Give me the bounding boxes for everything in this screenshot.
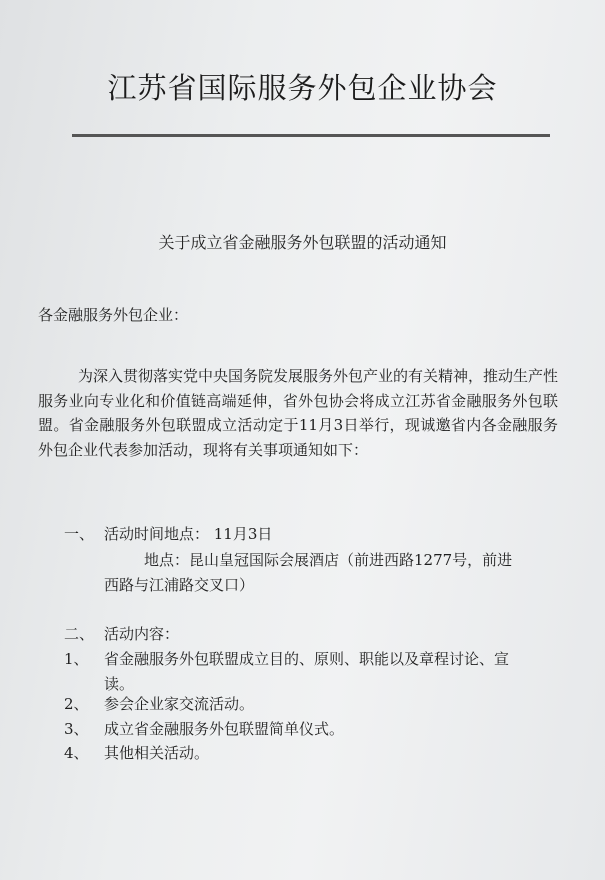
organization-letterhead-title: 江苏省国际服务外包企业协会	[107, 71, 498, 105]
item-3-number: 3、	[64, 720, 89, 738]
item-3-text: 成立省金融服务外包联盟简单仪式。	[104, 720, 345, 738]
item-1-text: 省金融服务外包联盟成立目的、原则、职能以及章程讨论、宣	[104, 650, 510, 668]
salutation: 各金融服务外包企业：	[38, 306, 189, 324]
notice-title: 关于成立省金融服务外包联盟的活动通知	[158, 233, 447, 252]
section-1-number: 一、	[64, 525, 95, 543]
item-2-number: 2、	[64, 695, 89, 713]
intro-paragraph: 为深入贯彻落实党中央国务院发展服务外包产业的有关精神，推动生产性服务业向专业化和价值链高端延伸，省外包协会将成立江苏省金融服务外包联盟。省金融服务外包联盟成立活动定于11月3日举行，现诚邀省内各金融服务外包企业代表参加活动，现将有关事项通知如下：	[38, 367, 559, 459]
item-1-text-continued: 读。	[104, 675, 135, 693]
section-1-location-line: 地点：昆山皇冠国际会展酒店（前进西路1277号，前进	[144, 551, 513, 569]
item-4-number: 4、	[64, 744, 89, 762]
section-1-location-continued: 西路与江浦路交叉口）	[104, 576, 255, 594]
item-4-text: 其他相关活动。	[104, 744, 210, 762]
item-1-number: 1、	[64, 650, 89, 668]
item-2-text: 参会企业家交流活动。	[104, 695, 255, 713]
section-2-heading: 活动内容：	[104, 625, 180, 643]
section-2-number: 二、	[64, 625, 95, 643]
letterhead-divider	[72, 134, 550, 137]
section-1-time-line: 活动时间地点： 11月3日	[104, 525, 273, 543]
